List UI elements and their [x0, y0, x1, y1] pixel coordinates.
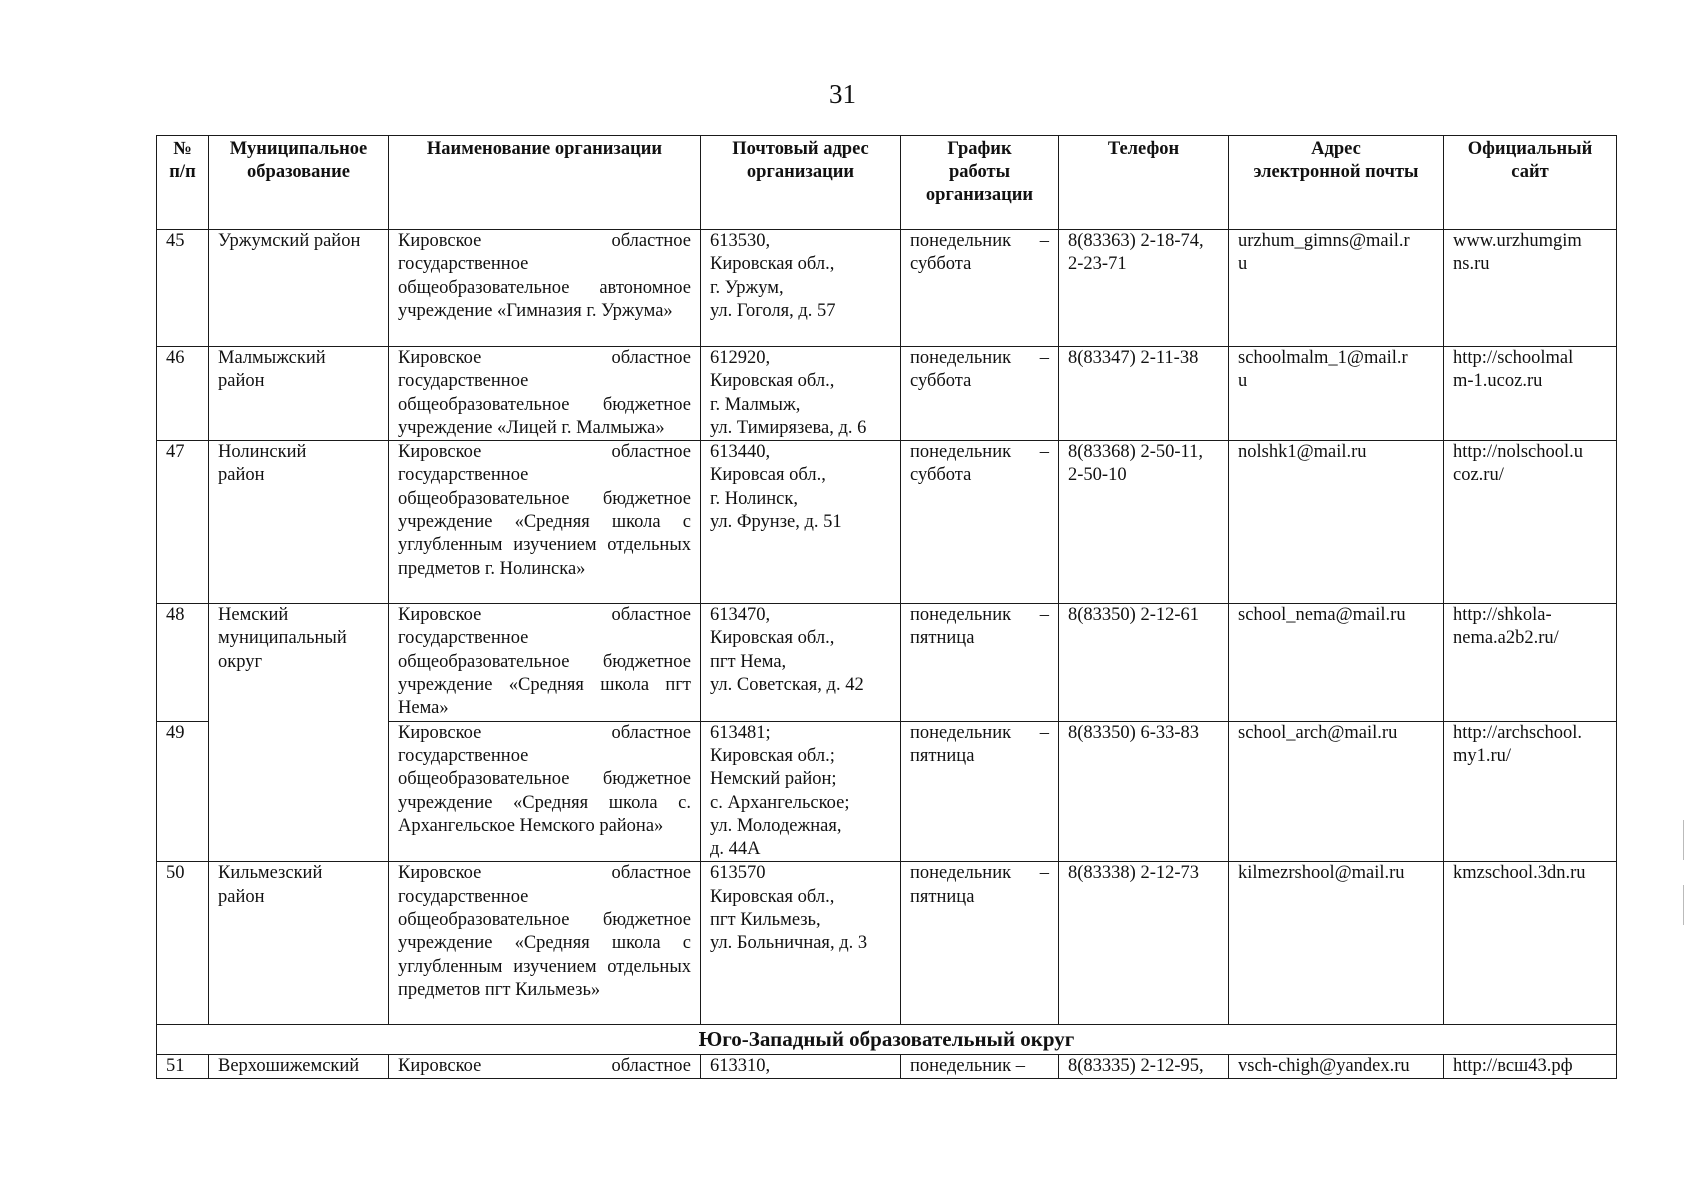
address-cell: 613470, Кировская обл., пгт Нема, ул. Советская, д. 42: [701, 604, 901, 721]
table-row: [157, 441, 1617, 604]
phone-cell: 8(83350) 2-12-61: [1059, 604, 1229, 721]
row-number: 50: [157, 862, 209, 1025]
page-number: 31: [829, 79, 856, 109]
email-cell: school_arch@mail.ru: [1229, 721, 1444, 862]
municipality-cell: Нолинский район: [209, 441, 389, 604]
site-cell: http://всш43.рф: [1444, 1055, 1617, 1079]
address-cell: 613530, Кировская обл., г. Уржум, ул. Гоголя, д. 57: [701, 230, 901, 347]
header-number: № п/п: [157, 136, 209, 230]
scan-edge-mark: [1683, 820, 1684, 860]
row-number: 48: [157, 604, 209, 721]
row-number: 51: [157, 1055, 209, 1079]
schedule-cell: понедельник – пятница: [901, 604, 1059, 721]
table-row: [157, 862, 1617, 1025]
municipality-cell: Кильмезский район: [209, 862, 389, 1025]
organization-cell: Кировское областное государственное общеобразовательное автономное учреждение «Гимназия г. Уржума»: [389, 230, 701, 347]
scan-edge-mark: [1683, 885, 1684, 925]
email-cell: nolshk1@mail.ru: [1229, 441, 1444, 604]
row-number: 46: [157, 347, 209, 441]
schedule-cell: понедельник – суббота: [901, 441, 1059, 604]
email-cell: urzhum_gimns@mail.r u: [1229, 230, 1444, 347]
table-row: [157, 347, 1617, 441]
organization-cell: Кировское областное государственное общеобразовательное бюджетное учреждение «Средняя школа с. Архангельское Немского района»: [389, 721, 701, 862]
schedule-cell: понедельник – суббота: [901, 230, 1059, 347]
table-row: [157, 604, 1617, 721]
site-cell: http://shkola- nema.a2b2.ru/: [1444, 604, 1617, 721]
schedule-cell: понедельник –: [901, 1055, 1059, 1079]
section-row: [157, 1025, 1617, 1055]
row-number: 45: [157, 230, 209, 347]
organization-cell: Кировское областное: [389, 1055, 701, 1079]
municipality-cell: Немский муниципальный округ: [209, 604, 389, 862]
address-cell: 613481; Кировская обл.; Немский район; с. Архангельское; ул. Молодежная, д. 44А: [701, 721, 901, 862]
row-number: 49: [157, 721, 209, 862]
header-organization: Наименование организации: [389, 136, 701, 230]
email-cell: school_nema@mail.ru: [1229, 604, 1444, 721]
section-title: Юго-Западный образовательный округ: [157, 1025, 1617, 1055]
table-header-row: [157, 136, 1617, 230]
row-number: 47: [157, 441, 209, 604]
phone-cell: 8(83363) 2-18-74, 2-23-71: [1059, 230, 1229, 347]
site-cell: http://archschool. my1.ru/: [1444, 721, 1617, 862]
address-cell: 613440, Кировсая обл., г. Нолинск, ул. Фрунзе, д. 51: [701, 441, 901, 604]
header-site: Официальный сайт: [1444, 136, 1617, 230]
address-cell: 613310,: [701, 1055, 901, 1079]
address-cell: 613570 Кировская обл., пгт Кильмезь, ул. Больничная, д. 3: [701, 862, 901, 1025]
site-cell: www.urzhumgim ns.ru: [1444, 230, 1617, 347]
organization-cell: Кировское областное государственное общеобразовательное бюджетное учреждение «Средняя школа с углубленным изучением отдельных предметов пгт Кильмезь»: [389, 862, 701, 1025]
email-cell: vsch-chigh@yandex.ru: [1229, 1055, 1444, 1079]
organization-cell: Кировское областное государственное общеобразовательное бюджетное учреждение «Лицей г. Малмыжа»: [389, 347, 701, 441]
header-address: Почтовый адрес организации: [701, 136, 901, 230]
phone-cell: 8(83368) 2-50-11, 2-50-10: [1059, 441, 1229, 604]
header-email: Адрес электронной почты: [1229, 136, 1444, 230]
schedule-cell: понедельник – пятница: [901, 862, 1059, 1025]
email-cell: kilmezrshool@mail.ru: [1229, 862, 1444, 1025]
site-cell: http://schoolmal m-1.ucoz.ru: [1444, 347, 1617, 441]
organization-cell: Кировское областное государственное общеобразовательное бюджетное учреждение «Средняя школа пгт Нема»: [389, 604, 701, 721]
address-cell: 612920, Кировская обл., г. Малмыж, ул. Тимирязева, д. 6: [701, 347, 901, 441]
table-row: [157, 230, 1617, 347]
municipality-cell: Верхошижемский: [209, 1055, 389, 1079]
organizations-table: [156, 135, 1617, 1079]
table-row: [157, 1055, 1617, 1079]
phone-cell: 8(83338) 2-12-73: [1059, 862, 1229, 1025]
organization-cell: Кировское областное государственное общеобразовательное бюджетное учреждение «Средняя школа с углубленным изучением отдельных предметов г. Нолинска»: [389, 441, 701, 604]
phone-cell: 8(83335) 2-12-95,: [1059, 1055, 1229, 1079]
email-cell: schoolmalm_1@mail.r u: [1229, 347, 1444, 441]
phone-cell: 8(83350) 6-33-83: [1059, 721, 1229, 862]
municipality-cell: Малмыжский район: [209, 347, 389, 441]
schedule-cell: понедельник – суббота: [901, 347, 1059, 441]
site-cell: kmzschool.3dn.ru: [1444, 862, 1617, 1025]
header-phone: Телефон: [1059, 136, 1229, 230]
site-cell: http://nolschool.u coz.ru/: [1444, 441, 1617, 604]
phone-cell: 8(83347) 2-11-38: [1059, 347, 1229, 441]
municipality-cell: Уржумский район: [209, 230, 389, 347]
header-municipality: Муниципальное образование: [209, 136, 389, 230]
header-schedule: График работы организации: [901, 136, 1059, 230]
schedule-cell: понедельник – пятница: [901, 721, 1059, 862]
